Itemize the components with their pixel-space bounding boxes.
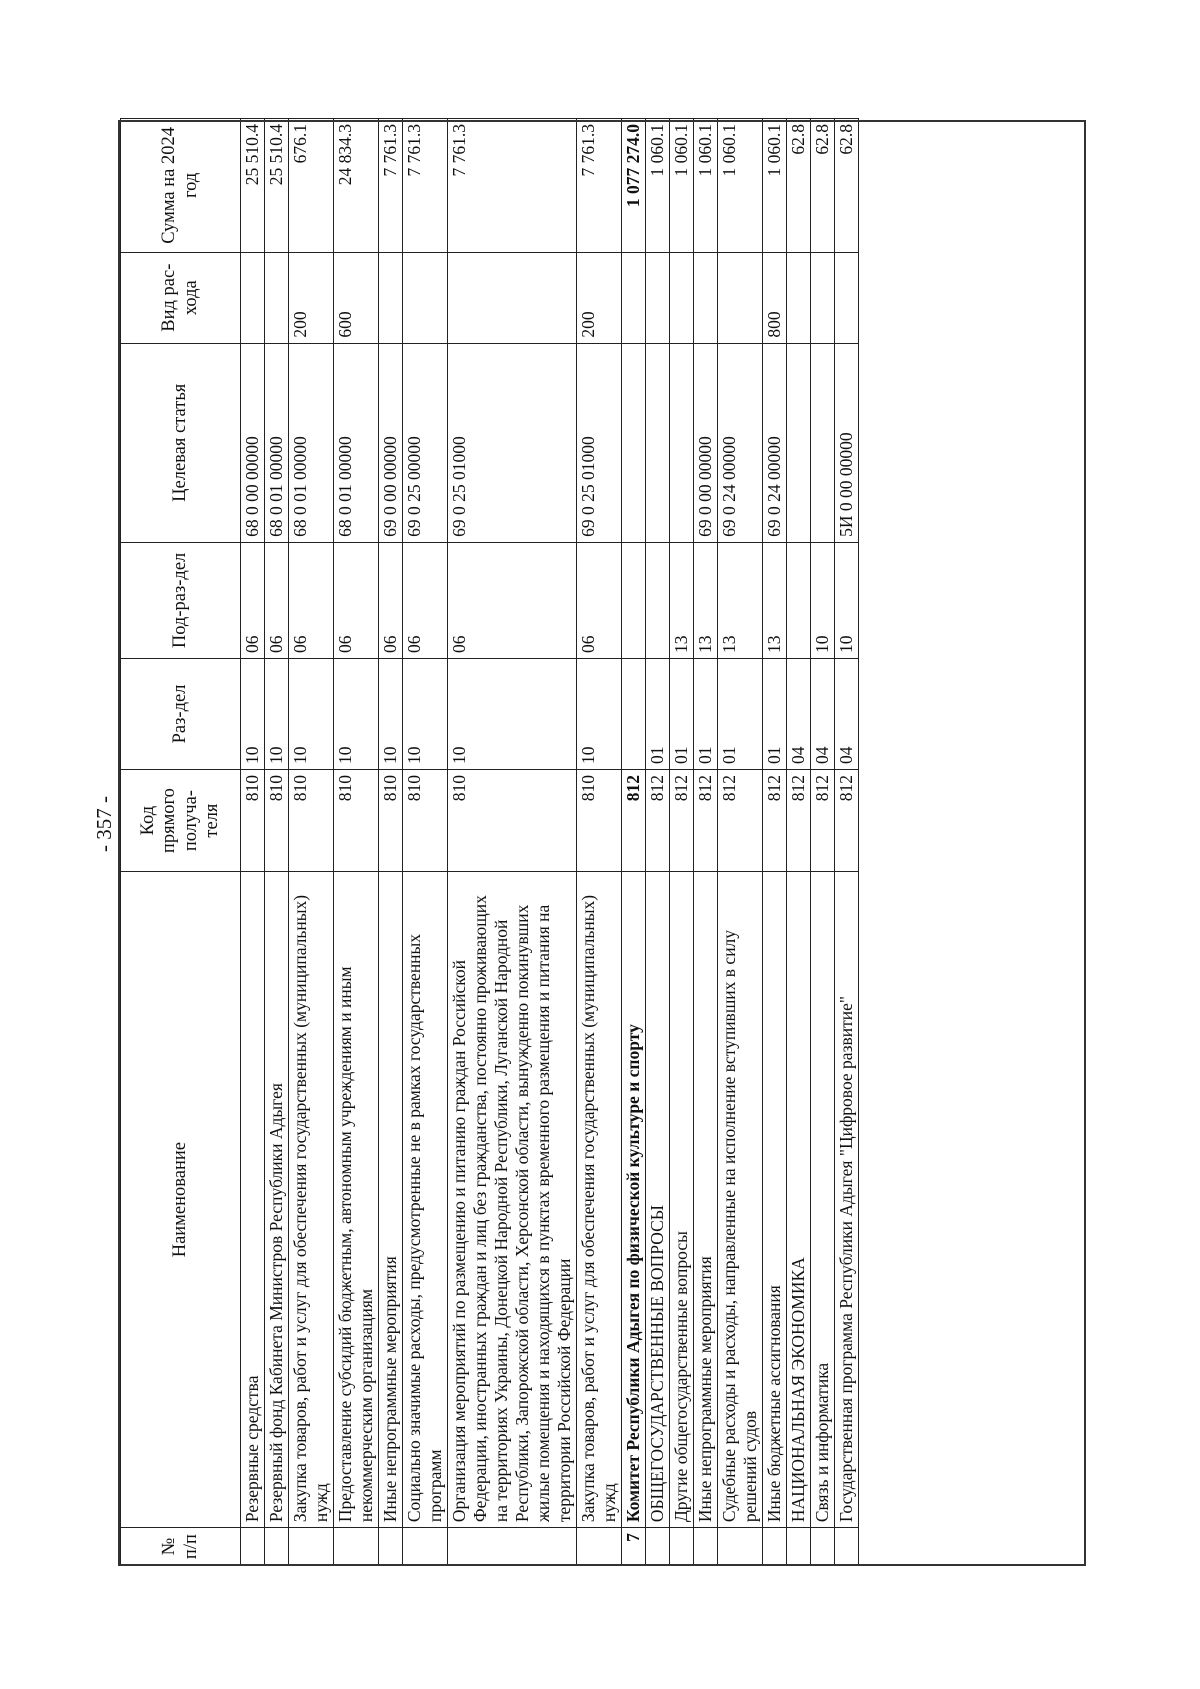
cell-statya: 69 0 24 00000: [718, 343, 763, 542]
cell-vid: [241, 252, 265, 343]
cell-num: [379, 1528, 403, 1566]
cell-name: Иные бюджетные ассигнования: [763, 872, 787, 1528]
cell-statya: 69 0 00 00000: [694, 343, 718, 542]
cell-num: [718, 1528, 763, 1566]
cell-podrazdel: 13: [670, 542, 694, 658]
cell-sum: 7 761.3: [577, 119, 622, 253]
cell-vid: [646, 252, 670, 343]
cell-razdel: 10: [403, 658, 448, 769]
table-row: [448, 119, 577, 1566]
cell-podrazdel: 10: [835, 542, 859, 658]
cell-statya: 69 0 25 00000: [403, 343, 448, 542]
cell-code: 812: [694, 769, 718, 871]
cell-vid: [622, 252, 646, 343]
header-statya: Целевая статья: [121, 343, 241, 542]
table-row: [403, 119, 448, 1566]
header-razdel: Раз-дел: [121, 658, 241, 769]
cell-vid: 600: [334, 252, 379, 343]
cell-razdel: 01: [763, 658, 787, 769]
cell-vid: [448, 252, 577, 343]
cell-razdel: 10: [334, 658, 379, 769]
cell-podrazdel: 06: [379, 542, 403, 658]
cell-razdel: 04: [835, 658, 859, 769]
cell-razdel: 10: [448, 658, 577, 769]
cell-razdel: 01: [670, 658, 694, 769]
cell-statya: 68 0 01 00000: [265, 343, 289, 542]
cell-podrazdel: 06: [241, 542, 265, 658]
cell-podrazdel: 06: [403, 542, 448, 658]
cell-sum: 25 510.4: [241, 119, 265, 253]
cell-podrazdel: 06: [334, 542, 379, 658]
cell-vid: 200: [289, 252, 334, 343]
cell-podrazdel: [787, 542, 811, 658]
cell-name: НАЦИОНАЛЬНАЯ ЭКОНОМИКА: [787, 872, 811, 1528]
cell-sum: 1 060.1: [718, 119, 763, 253]
page-number: - 357 -: [92, 796, 116, 852]
cell-num: [289, 1528, 334, 1566]
cell-code: 812: [622, 769, 646, 871]
cell-razdel: 10: [379, 658, 403, 769]
cell-vid: 200: [577, 252, 622, 343]
cell-name: Резервные средства: [241, 872, 265, 1528]
cell-statya: 5И 0 00 00000: [835, 343, 859, 542]
cell-podrazdel: [622, 542, 646, 658]
cell-sum: 1 077 274.0: [622, 119, 646, 253]
table-row: [379, 119, 403, 1566]
cell-podrazdel: 06: [265, 542, 289, 658]
budget-table-container: [120, 118, 1200, 1566]
cell-name: Закупка товаров, работ и услуг для обеспечения государственных (муниципальных) нужд: [289, 872, 334, 1528]
cell-code: 812: [718, 769, 763, 871]
cell-name: Связь и информатика: [811, 872, 835, 1528]
cell-name: Иные непрограммные мероприятия: [379, 872, 403, 1528]
cell-statya: 68 0 01 00000: [334, 343, 379, 542]
table-row: [763, 119, 787, 1566]
cell-vid: [265, 252, 289, 343]
cell-statya: 69 0 25 01000: [577, 343, 622, 542]
cell-podrazdel: [646, 542, 670, 658]
cell-num: [577, 1528, 622, 1566]
table-row: [787, 119, 811, 1566]
cell-podrazdel: 13: [694, 542, 718, 658]
cell-sum: 62.8: [835, 119, 859, 253]
cell-num: [670, 1528, 694, 1566]
cell-statya: 69 0 00 00000: [379, 343, 403, 542]
cell-vid: [787, 252, 811, 343]
cell-razdel: 10: [289, 658, 334, 769]
cell-statya: 68 0 01 00000: [289, 343, 334, 542]
cell-num: [694, 1528, 718, 1566]
table-body: [241, 119, 859, 1566]
cell-razdel: 01: [646, 658, 670, 769]
cell-statya: [646, 343, 670, 542]
cell-num: [265, 1528, 289, 1566]
cell-vid: [670, 252, 694, 343]
cell-code: 810: [448, 769, 577, 871]
table-row: [289, 119, 334, 1566]
cell-razdel: 10: [241, 658, 265, 769]
header-name: Наименование: [121, 872, 241, 1528]
cell-code: 810: [289, 769, 334, 871]
cell-code: 810: [403, 769, 448, 871]
table-row: [670, 119, 694, 1566]
table-row: [811, 119, 835, 1566]
budget-table: [120, 118, 859, 1566]
cell-podrazdel: 06: [448, 542, 577, 658]
cell-razdel: 04: [811, 658, 835, 769]
cell-num: [646, 1528, 670, 1566]
cell-code: 812: [811, 769, 835, 871]
cell-podrazdel: 06: [289, 542, 334, 658]
cell-sum: 62.8: [811, 119, 835, 253]
table-row: [577, 119, 622, 1566]
cell-num: [241, 1528, 265, 1566]
cell-name: Государственная программа Республики Адыгея "Цифровое развитие": [835, 872, 859, 1528]
table-row: [334, 119, 379, 1566]
cell-num: [403, 1528, 448, 1566]
cell-sum: 676.1: [289, 119, 334, 253]
cell-podrazdel: 10: [811, 542, 835, 658]
cell-code: 812: [670, 769, 694, 871]
header-sum: Сумма на 2024 год: [121, 119, 241, 253]
cell-statya: [670, 343, 694, 542]
cell-num: [811, 1528, 835, 1566]
cell-vid: [403, 252, 448, 343]
cell-vid: [811, 252, 835, 343]
cell-razdel: 10: [265, 658, 289, 769]
cell-name: Судебные расходы и расходы, направленные на исполнение вступивших в силу решений судов: [718, 872, 763, 1528]
cell-statya: [787, 343, 811, 542]
cell-name: Другие общегосударственные вопросы: [670, 872, 694, 1528]
cell-sum: 1 060.1: [763, 119, 787, 253]
header-code: Код прямого получа-теля: [121, 769, 241, 871]
table-row: [835, 119, 859, 1566]
cell-code: 810: [334, 769, 379, 871]
cell-name: Комитет Республики Адыгея по физической культуре и спорту: [622, 872, 646, 1528]
cell-vid: [835, 252, 859, 343]
cell-num: [835, 1528, 859, 1566]
header-vid: Вид рас-хода: [121, 252, 241, 343]
cell-podrazdel: 06: [577, 542, 622, 658]
cell-razdel: 10: [577, 658, 622, 769]
cell-vid: [694, 252, 718, 343]
header-podrazdel: Под-раз-дел: [121, 542, 241, 658]
cell-statya: 69 0 24 00000: [763, 343, 787, 542]
cell-code: 812: [646, 769, 670, 871]
cell-statya: [811, 343, 835, 542]
cell-name: Резервный фонд Кабинета Министров Республики Адыгея: [265, 872, 289, 1528]
cell-num: [787, 1528, 811, 1566]
cell-podrazdel: 13: [718, 542, 763, 658]
cell-sum: 7 761.3: [448, 119, 577, 253]
cell-name: Предоставление субсидий бюджетным, автономным учреждениям и иным некоммерческим организациям: [334, 872, 379, 1528]
cell-code: 810: [241, 769, 265, 871]
cell-num: [763, 1528, 787, 1566]
cell-name: Социально значимые расходы, предусмотренные не в рамках государственных программ: [403, 872, 448, 1528]
cell-code: 812: [787, 769, 811, 871]
cell-code: 812: [835, 769, 859, 871]
cell-razdel: 01: [718, 658, 763, 769]
cell-code: 810: [379, 769, 403, 871]
cell-sum: 1 060.1: [670, 119, 694, 253]
cell-name: Закупка товаров, работ и услуг для обеспечения государственных (муниципальных) нужд: [577, 872, 622, 1528]
cell-code: 812: [763, 769, 787, 871]
cell-vid: [718, 252, 763, 343]
cell-sum: 25 510.4: [265, 119, 289, 253]
cell-sum: 1 060.1: [694, 119, 718, 253]
cell-sum: 24 834.3: [334, 119, 379, 253]
cell-podrazdel: 13: [763, 542, 787, 658]
cell-razdel: [622, 658, 646, 769]
table-row: [241, 119, 265, 1566]
header-num: № п/п: [121, 1528, 241, 1566]
table-row: [646, 119, 670, 1566]
cell-sum: 7 761.3: [403, 119, 448, 253]
cell-sum: 62.8: [787, 119, 811, 253]
cell-sum: 7 761.3: [379, 119, 403, 253]
cell-razdel: 01: [694, 658, 718, 769]
table-row: [622, 119, 646, 1566]
cell-name: ОБЩЕГОСУДАРСТВЕННЫЕ ВОПРОСЫ: [646, 872, 670, 1528]
cell-vid: [379, 252, 403, 343]
cell-name: Организация мероприятий по размещению и питанию граждан Российской Федерации, иностранных граждан и лиц без гражданства, постоянно проживающих на территориях Украины, Донецкой Народной Республики, Луганской Народной Республики, Запорожской области, Херсонской области, вынужденно покинувших жилые помещения и находящихся в пунктах временного размещения и питания на территории Российской Федерации: [448, 872, 577, 1528]
table-header-row: [121, 119, 241, 1566]
table-row: [718, 119, 763, 1566]
cell-code: 810: [265, 769, 289, 871]
cell-num: [334, 1528, 379, 1566]
table-row: [265, 119, 289, 1566]
cell-statya: [622, 343, 646, 542]
cell-sum: 1 060.1: [646, 119, 670, 253]
cell-code: 810: [577, 769, 622, 871]
table-row: [694, 119, 718, 1566]
cell-statya: 69 0 25 01000: [448, 343, 577, 542]
cell-vid: 800: [763, 252, 787, 343]
cell-statya: 68 0 00 00000: [241, 343, 265, 542]
cell-razdel: 04: [787, 658, 811, 769]
cell-name: Иные непрограммные мероприятия: [694, 872, 718, 1528]
cell-num: 7: [622, 1528, 646, 1566]
cell-num: [448, 1528, 577, 1566]
